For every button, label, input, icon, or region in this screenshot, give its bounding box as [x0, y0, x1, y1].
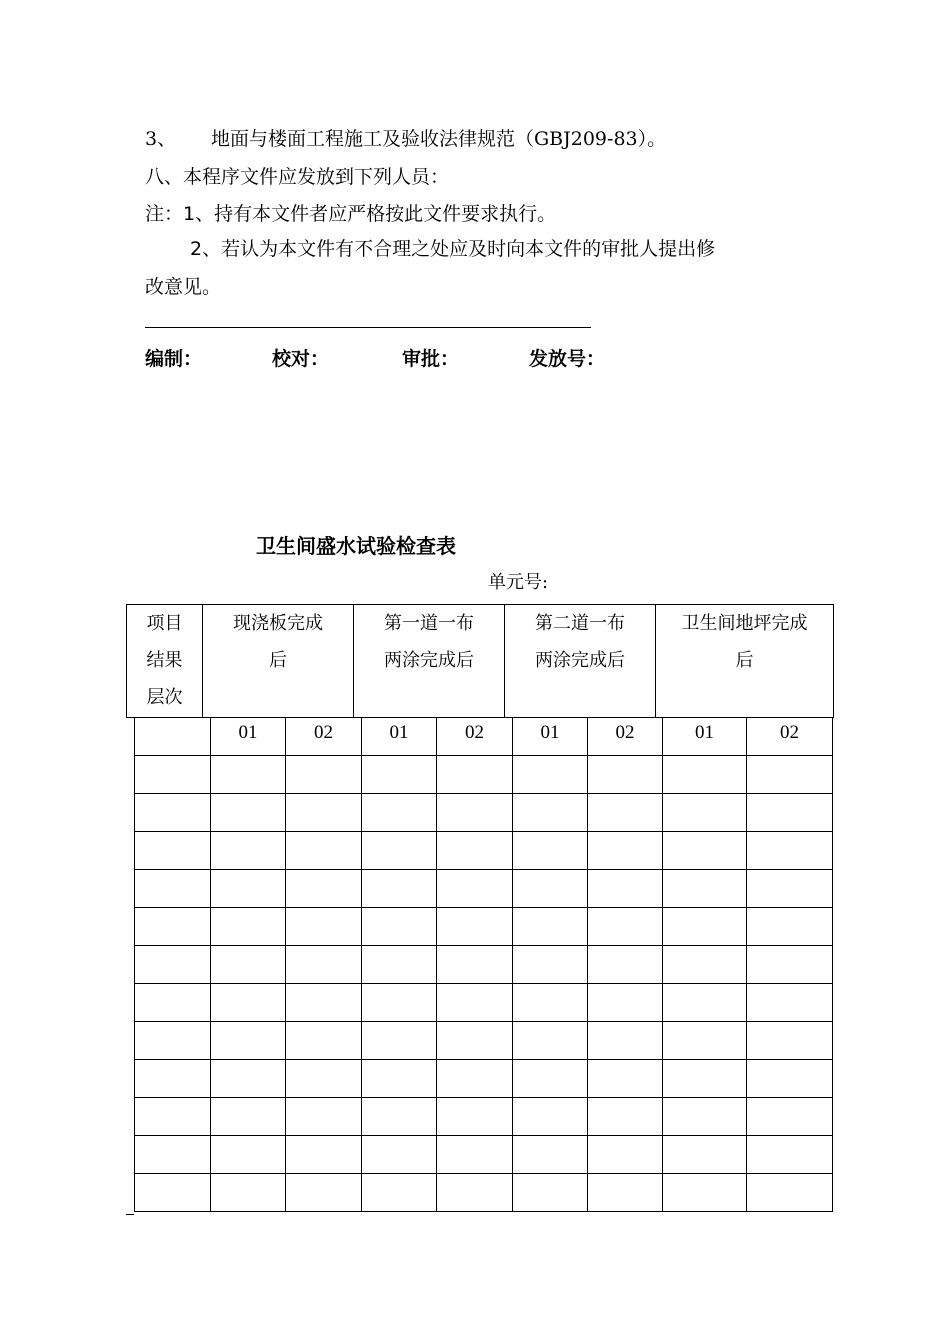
- result-cell[interactable]: [588, 1060, 663, 1098]
- table-edge-tick: [126, 1214, 134, 1215]
- result-cell[interactable]: [437, 1060, 513, 1098]
- result-cell[interactable]: [513, 1136, 588, 1174]
- level-cell[interactable]: [135, 1098, 211, 1136]
- sub-label: 01: [362, 718, 437, 756]
- result-cell[interactable]: [513, 794, 588, 832]
- result-cell[interactable]: [286, 984, 362, 1022]
- result-cell[interactable]: [286, 1174, 362, 1212]
- note-2: 2、若认为本文件有不合理之处应及时向本文件的审批人提出修: [190, 238, 716, 260]
- result-cell[interactable]: [747, 946, 833, 984]
- header-first-coat-line1: 第一道一布: [384, 613, 474, 634]
- table-row: [135, 1174, 833, 1212]
- result-cell[interactable]: [437, 984, 513, 1022]
- table-row: [135, 794, 833, 832]
- result-cell[interactable]: [513, 1174, 588, 1212]
- result-cell[interactable]: [362, 946, 437, 984]
- result-cell[interactable]: [513, 756, 588, 794]
- level-cell[interactable]: [135, 1174, 211, 1212]
- result-cell[interactable]: [362, 832, 437, 870]
- result-cell[interactable]: [211, 984, 286, 1022]
- result-cell[interactable]: [437, 1022, 513, 1060]
- result-cell[interactable]: [513, 1098, 588, 1136]
- result-cell[interactable]: [286, 756, 362, 794]
- compile-label: 编制：: [145, 348, 203, 370]
- corner-item: 项目: [146, 613, 183, 634]
- result-cell[interactable]: [663, 1098, 747, 1136]
- result-cell[interactable]: [362, 1136, 437, 1174]
- sub-label: 02: [747, 718, 833, 756]
- result-cell[interactable]: [286, 946, 362, 984]
- result-cell[interactable]: [588, 1022, 663, 1060]
- result-cell[interactable]: [663, 1060, 747, 1098]
- result-cell[interactable]: [362, 756, 437, 794]
- result-cell[interactable]: [513, 870, 588, 908]
- result-cell[interactable]: [211, 756, 286, 794]
- result-cell[interactable]: [513, 1060, 588, 1098]
- level-cell[interactable]: [135, 908, 211, 946]
- sub-label: 02: [588, 718, 663, 756]
- table-row: [135, 1060, 833, 1098]
- form-title: 卫生间盛水试验检查表: [256, 534, 456, 558]
- result-cell[interactable]: [437, 1174, 513, 1212]
- result-cell[interactable]: [747, 1060, 833, 1098]
- proofread-label: 校对：: [272, 348, 330, 370]
- table-row: [135, 832, 833, 870]
- result-cell[interactable]: [747, 870, 833, 908]
- result-cell[interactable]: [211, 1060, 286, 1098]
- result-cell[interactable]: [286, 870, 362, 908]
- level-cell[interactable]: [135, 870, 211, 908]
- header-first-coat-line2: 两涂完成后: [384, 650, 474, 671]
- result-cell[interactable]: [747, 1174, 833, 1212]
- result-cell[interactable]: [588, 908, 663, 946]
- header-second-coat-line1: 第二道一布: [535, 613, 625, 634]
- result-cell[interactable]: [513, 1022, 588, 1060]
- result-cell[interactable]: [663, 832, 747, 870]
- table-row: [135, 1136, 833, 1174]
- result-cell[interactable]: [362, 1022, 437, 1060]
- result-cell[interactable]: [437, 832, 513, 870]
- result-cell[interactable]: [437, 1136, 513, 1174]
- result-cell[interactable]: [588, 832, 663, 870]
- result-cell[interactable]: [513, 984, 588, 1022]
- result-cell[interactable]: [211, 1098, 286, 1136]
- header-cast-slab-line2: 后: [269, 650, 287, 671]
- result-cell[interactable]: [513, 908, 588, 946]
- header-floor-finish: [656, 605, 834, 718]
- level-cell[interactable]: [135, 1060, 211, 1098]
- inspection-grid: [134, 717, 833, 1212]
- result-cell[interactable]: [663, 1136, 747, 1174]
- result-cell[interactable]: [663, 1174, 747, 1212]
- result-cell[interactable]: [211, 1174, 286, 1212]
- result-cell[interactable]: [211, 794, 286, 832]
- section-8-heading: 八、本程序文件应发放到下列人员：: [145, 166, 450, 188]
- result-cell[interactable]: [211, 832, 286, 870]
- table-row: [135, 984, 833, 1022]
- result-cell[interactable]: [211, 1136, 286, 1174]
- level-cell[interactable]: [135, 1136, 211, 1174]
- corner-result: 结果: [146, 650, 183, 671]
- result-cell[interactable]: [362, 794, 437, 832]
- result-cell[interactable]: [663, 984, 747, 1022]
- result-cell[interactable]: [286, 1136, 362, 1174]
- table-row: [135, 756, 833, 794]
- table-row: [135, 908, 833, 946]
- form-header-table: [126, 604, 834, 718]
- header-floor-finish-line2: 后: [735, 650, 754, 671]
- sub-label: 02: [437, 718, 513, 756]
- level-cell[interactable]: [135, 794, 211, 832]
- table-row: [135, 946, 833, 984]
- level-cell[interactable]: [135, 1022, 211, 1060]
- level-cell[interactable]: [135, 832, 211, 870]
- result-cell[interactable]: [286, 794, 362, 832]
- result-cell[interactable]: [362, 1098, 437, 1136]
- result-cell[interactable]: [362, 908, 437, 946]
- result-cell[interactable]: [663, 870, 747, 908]
- sub-label: 01: [663, 718, 747, 756]
- result-cell[interactable]: [663, 1022, 747, 1060]
- result-cell[interactable]: [437, 794, 513, 832]
- corner-level: 层次: [146, 687, 183, 708]
- table-row: [135, 1022, 833, 1060]
- item3-text: 地面与楼面工程施工及验收法律规范（GBJ209-83）。: [211, 128, 667, 150]
- sub-header-blank: [135, 718, 211, 756]
- result-cell[interactable]: [747, 908, 833, 946]
- result-cell[interactable]: [588, 1098, 663, 1136]
- signature-rule: [145, 327, 591, 328]
- level-cell[interactable]: [135, 984, 211, 1022]
- result-cell[interactable]: [588, 794, 663, 832]
- sub-header-row: [135, 718, 833, 756]
- result-cell[interactable]: [437, 756, 513, 794]
- table-row: [135, 1098, 833, 1136]
- result-cell[interactable]: [513, 946, 588, 984]
- header-floor-finish-line1: 卫生间地坪完成: [681, 613, 808, 634]
- result-cell[interactable]: [286, 1022, 362, 1060]
- result-cell[interactable]: [663, 946, 747, 984]
- header-corner-cell: [127, 605, 203, 718]
- issue-number-label: 发放号：: [529, 348, 606, 370]
- result-cell[interactable]: [286, 832, 362, 870]
- result-cell[interactable]: [747, 794, 833, 832]
- result-cell[interactable]: [588, 870, 663, 908]
- approve-label: 审批：: [402, 348, 460, 370]
- result-cell[interactable]: [211, 870, 286, 908]
- sub-label: 02: [286, 718, 362, 756]
- result-cell[interactable]: [362, 984, 437, 1022]
- header-cast-slab: [203, 605, 354, 718]
- result-cell[interactable]: [663, 756, 747, 794]
- result-cell[interactable]: [747, 1136, 833, 1174]
- note-2-continuation: 改意见。: [145, 276, 222, 298]
- result-cell[interactable]: [437, 946, 513, 984]
- result-cell[interactable]: [437, 908, 513, 946]
- header-second-coat-line2: 两涂完成后: [535, 650, 625, 671]
- result-cell[interactable]: [211, 946, 286, 984]
- result-cell[interactable]: [286, 908, 362, 946]
- result-cell[interactable]: [747, 1098, 833, 1136]
- result-cell[interactable]: [588, 1136, 663, 1174]
- item3-number: 3、: [145, 128, 177, 150]
- result-cell[interactable]: [286, 1098, 362, 1136]
- sub-label: 01: [513, 718, 588, 756]
- unit-number-label: 单元号:: [488, 572, 549, 593]
- result-cell[interactable]: [362, 1174, 437, 1212]
- note-1: 注：1、持有本文件者应严格按此文件要求执行。: [145, 203, 557, 225]
- result-cell[interactable]: [747, 832, 833, 870]
- result-cell[interactable]: [588, 756, 663, 794]
- sub-label: 01: [211, 718, 286, 756]
- result-cell[interactable]: [211, 908, 286, 946]
- header-cast-slab-line1: 现浇板完成: [233, 613, 323, 634]
- result-cell[interactable]: [437, 870, 513, 908]
- result-cell[interactable]: [362, 870, 437, 908]
- header-second-coat: [505, 605, 656, 718]
- result-cell[interactable]: [286, 1060, 362, 1098]
- result-cell[interactable]: [747, 1022, 833, 1060]
- result-cell[interactable]: [663, 794, 747, 832]
- result-cell[interactable]: [362, 1060, 437, 1098]
- result-cell[interactable]: [588, 946, 663, 984]
- result-cell[interactable]: [588, 1174, 663, 1212]
- result-cell[interactable]: [747, 984, 833, 1022]
- level-cell[interactable]: [135, 946, 211, 984]
- result-cell[interactable]: [513, 832, 588, 870]
- result-cell[interactable]: [437, 1098, 513, 1136]
- result-cell[interactable]: [747, 756, 833, 794]
- result-cell[interactable]: [211, 1022, 286, 1060]
- level-cell[interactable]: [135, 756, 211, 794]
- result-cell[interactable]: [663, 908, 747, 946]
- table-row: [135, 870, 833, 908]
- result-cell[interactable]: [588, 984, 663, 1022]
- header-first-coat: [354, 605, 505, 718]
